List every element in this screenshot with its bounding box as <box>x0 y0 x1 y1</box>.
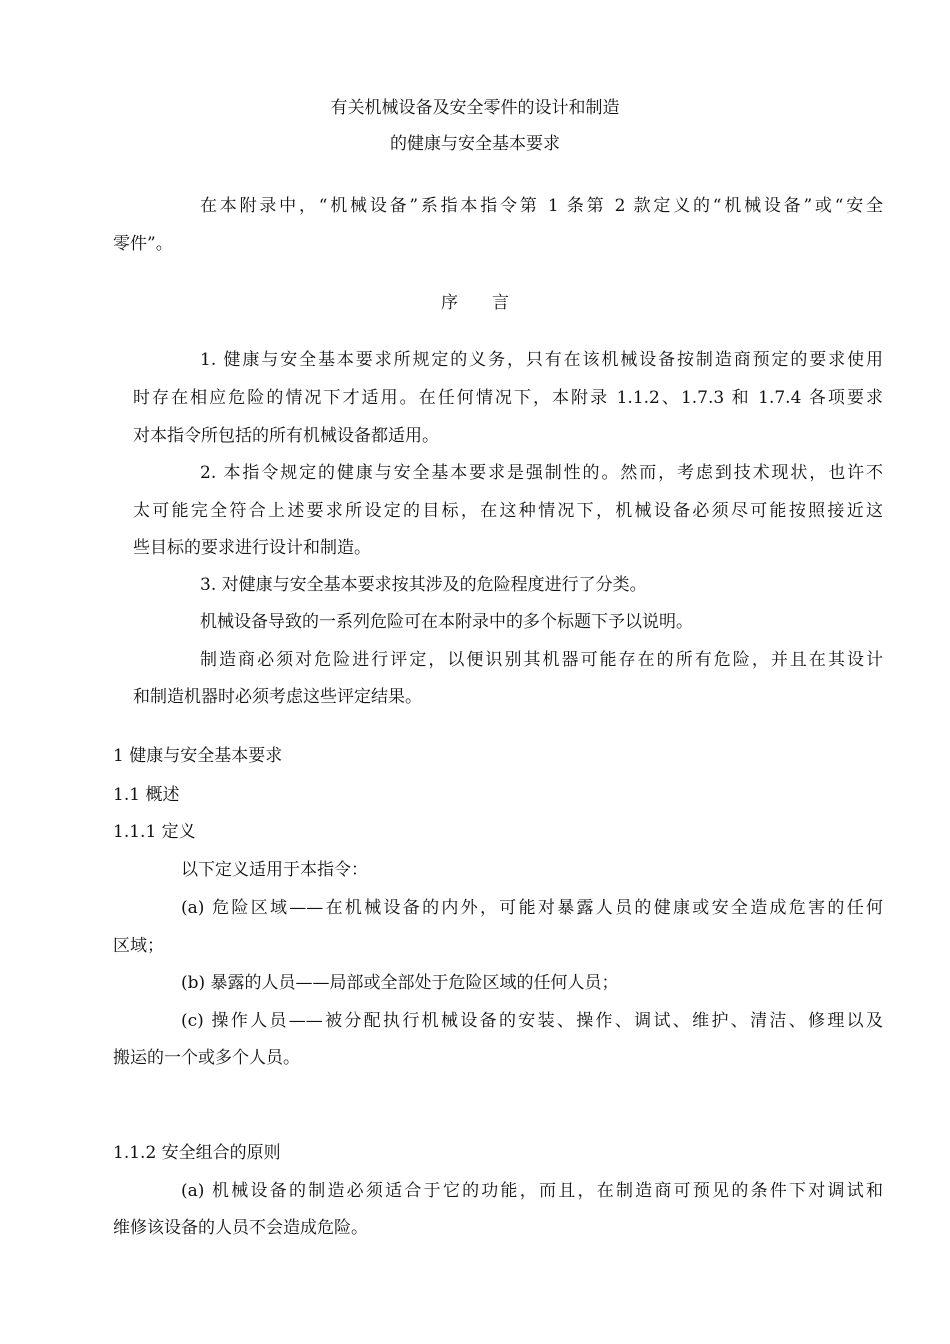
definition-a-line-2: 区域； <box>113 936 164 956</box>
title-line-1: 有关机械设备及安全零件的设计和制造 <box>330 98 620 118</box>
preface-p1-line-2: 时存在相应危险的情况下才适用。在任何情况下，本附录 1.1.2、1.7.3 和 1.7.4 各项要求 <box>133 388 883 408</box>
section-1-1-heading: 1.1 概述 <box>113 785 180 805</box>
definition-a-line-1: (a) 危险区域——在机械设备的内外，可能对暴露人员的健康或安全造成危害的任何 <box>181 898 883 918</box>
title-line-2: 的健康与安全基本要求 <box>390 134 560 154</box>
preface-p2-line-2: 太可能完全符合上述要求所设定的目标，在这种情况下，机械设备必须尽可能按照接近这 <box>133 501 883 521</box>
definition-b-line-1: (b) 暴露的人员——局部或全部处于危险区域的任何人员； <box>181 973 619 993</box>
preface-p3-line-1: 3. 对健康与安全基本要求按其涉及的危险程度进行了分类。 <box>200 575 647 595</box>
preface-p4-line-1: 机械设备导致的一系列危险可在本附录中的多个标题下予以说明。 <box>200 612 693 632</box>
intro-line-1: 在本附录中，“机械设备”系指本指令第 1 条第 2 款定义的“机械设备”或“安全 <box>200 196 883 216</box>
preface-p5-line-2: 和制造机器时必须考虑这些评定结果。 <box>133 687 422 707</box>
preface-p1-line-1: 1. 健康与安全基本要求所规定的义务，只有在该机械设备按制造商预定的要求使用 <box>200 350 883 370</box>
preface-heading: 序 言 <box>441 293 509 313</box>
preface-p2-line-1: 2. 本指令规定的健康与安全基本要求是强制性的。然而，考虑到技术现状，也许不 <box>200 463 883 483</box>
section-1-1-2-a-line-1: (a) 机械设备的制造必须适合于它的功能，而且，在制造商可预见的条件下对调试和 <box>181 1181 883 1201</box>
section-1-1-2-heading: 1.1.2 安全组合的原则 <box>113 1143 281 1163</box>
section-1-1-1-heading: 1.1.1 定义 <box>113 822 196 842</box>
definition-c-line-1: (c) 操作人员——被分配执行机械设备的安装、操作、调试、维护、清洁、修理以及 <box>181 1011 883 1031</box>
intro-line-2: 零件”。 <box>113 234 173 254</box>
section-1-heading: 1 健康与安全基本要求 <box>113 746 283 766</box>
section-1-1-2-a-line-2: 维修该设备的人员不会造成危险。 <box>113 1218 368 1238</box>
preface-p1-line-3: 对本指令所包括的所有机械设备都适用。 <box>133 426 439 446</box>
definitions-intro: 以下定义适用于本指令： <box>181 860 368 880</box>
preface-p5-line-1: 制造商必须对危险进行评定，以便识别其机器可能存在的所有危险，并且在其设计 <box>200 650 883 670</box>
preface-p2-line-3: 些目标的要求进行设计和制造。 <box>133 538 371 558</box>
definition-c-line-2: 搬运的一个或多个人员。 <box>113 1048 300 1068</box>
